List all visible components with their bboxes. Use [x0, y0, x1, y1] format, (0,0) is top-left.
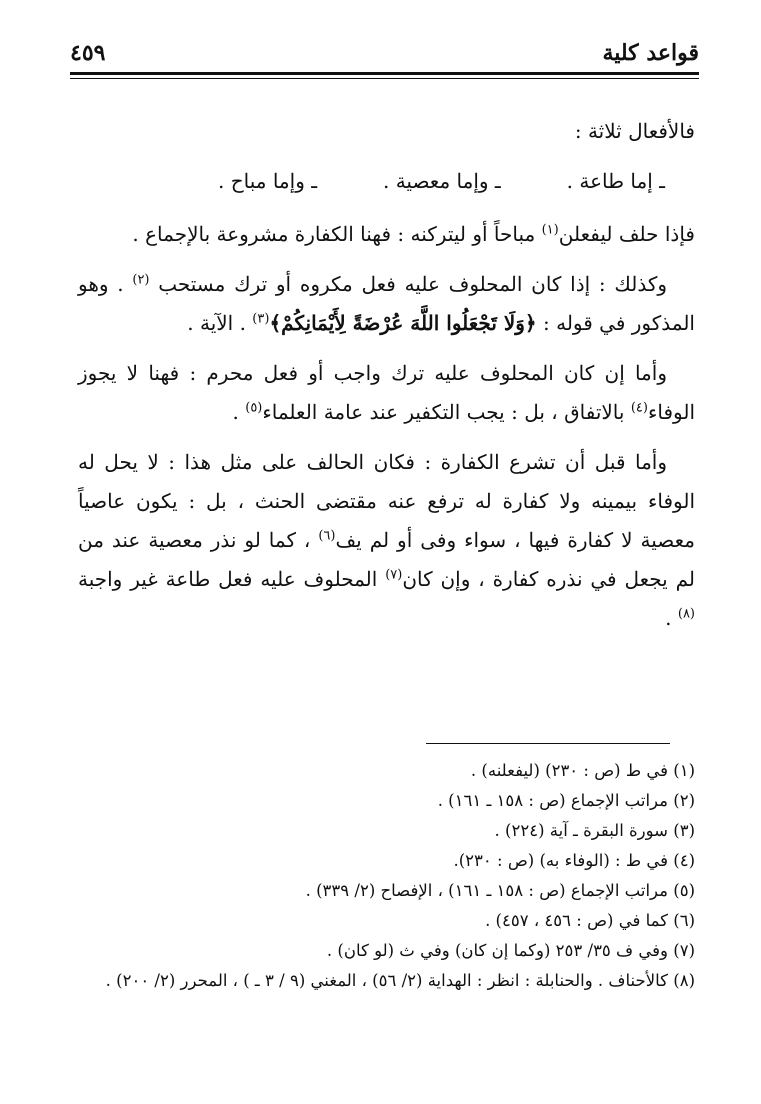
footnote-ref-7: (٧) [385, 567, 403, 583]
text-segment: . وهو المذكور في قوله : [78, 272, 695, 335]
footnotes [66, 756, 695, 996]
body-text [78, 112, 695, 649]
footnote-ref-6: (٦) [318, 528, 336, 544]
text-segment: وأما قبل أن تشرع الكفارة : فكان الحالف على مثل هذا : لا يحل له الوفاء بيمينه ولا كفارة له ترفع عنه مقتضى الحنث ، بل : يكون عاصياً معصية لا كفارة فيها ، سواء وفى أو لم يف [78, 450, 695, 552]
text-segment: فإذا حلف ليفعلن [558, 222, 695, 246]
quran-verse: ﴿وَلَا تَجْعَلُوا اللَّهَ عُرْضَةً لِأَيْمَانِكُمْ﴾ [269, 311, 537, 335]
footnote-ref-1: (١) [541, 222, 559, 238]
footnote-5: (٥) مراتب الإجماع (ص : ١٥٨ ـ ١٦١) ، الإفصاح (٢/ ٣٣٩) . [305, 881, 695, 900]
paragraph-forbidden [78, 354, 695, 432]
footnote-ref-2: (٢) [132, 272, 150, 288]
page-header [70, 36, 699, 70]
footnote-8: (٨) كالأحناف . والحنابلة : انظر : الهداية (٢/ ٥٦) ، المغني (٩ / ٣ ـ ) ، المحرر (٢/ ٢٠٠) . [105, 971, 695, 990]
text-segment: المحلوف عليه فعل طاعة غير واجبة [78, 567, 386, 591]
page-number: ٤٥٩ [70, 40, 106, 66]
paragraph-oath-permissible [78, 215, 695, 254]
footnote-2: (٢) مراتب الإجماع (ص : ١٥٨ ـ ١٦١) . [437, 791, 695, 810]
option-sin: ـ وإما معصية . [382, 169, 501, 193]
text-segment: . [665, 606, 678, 630]
text-segment: وأما إن كان المحلوف عليه ترك واجب أو فعل محرم : فهنا لا يجوز الوفاء [78, 361, 695, 424]
footnote-ref-5: (٥) [245, 400, 263, 416]
text-segment: . [232, 400, 246, 424]
text-segment: . الآية . [187, 311, 253, 335]
header-rule [70, 72, 699, 75]
footnote-7: (٧) وفي ف ٣٥/ ٢٥٣ (وكما إن كان) وفي ث (لو كان) . [326, 941, 695, 960]
footnote-4: (٤) في ط : (الوفاء به) (ص : ٢٣٠). [453, 851, 695, 870]
text-segment: ، كما لو نذر معصية عند من لم يجعل في نذره كفارة ، وإن كان [78, 528, 696, 591]
option-permissible: ـ وإما مباح . [218, 169, 318, 193]
footnote-1: (١) في ط (ص : ٢٣٠) (ليفعلنه) . [470, 761, 695, 780]
paragraph-before-expiation [78, 443, 695, 638]
footnote-ref-8: (٨) [677, 606, 695, 622]
footnote-rule [426, 743, 670, 744]
footnote-3: (٣) سورة البقرة ـ آية (٢٢٤) . [494, 821, 695, 840]
footnote-6: (٦) كما في (ص : ٤٥٦ ، ٤٥٧) . [485, 911, 695, 930]
options-list [78, 162, 695, 201]
text-segment: بالاتفاق ، بل : يجب التكفير عند عامة العلماء [262, 400, 631, 424]
text-segment: مباحاً أو ليتركنه : فهنا الكفارة مشروعة بالإجماع . [132, 222, 542, 246]
paragraph-intro: فالأفعال ثلاثة : [574, 119, 695, 143]
text-segment: وكذلك : إذا كان المحلوف عليه فعل مكروه أو ترك مستحب [149, 272, 668, 296]
footnote-ref-4: (٤) [630, 400, 648, 416]
option-obedience: ـ إما طاعة . [566, 169, 665, 193]
header-rule-thin [70, 78, 699, 79]
page-title: قواعد كلية [602, 40, 699, 66]
footnote-ref-3: (٣) [252, 311, 270, 327]
paragraph-disliked [78, 265, 695, 343]
